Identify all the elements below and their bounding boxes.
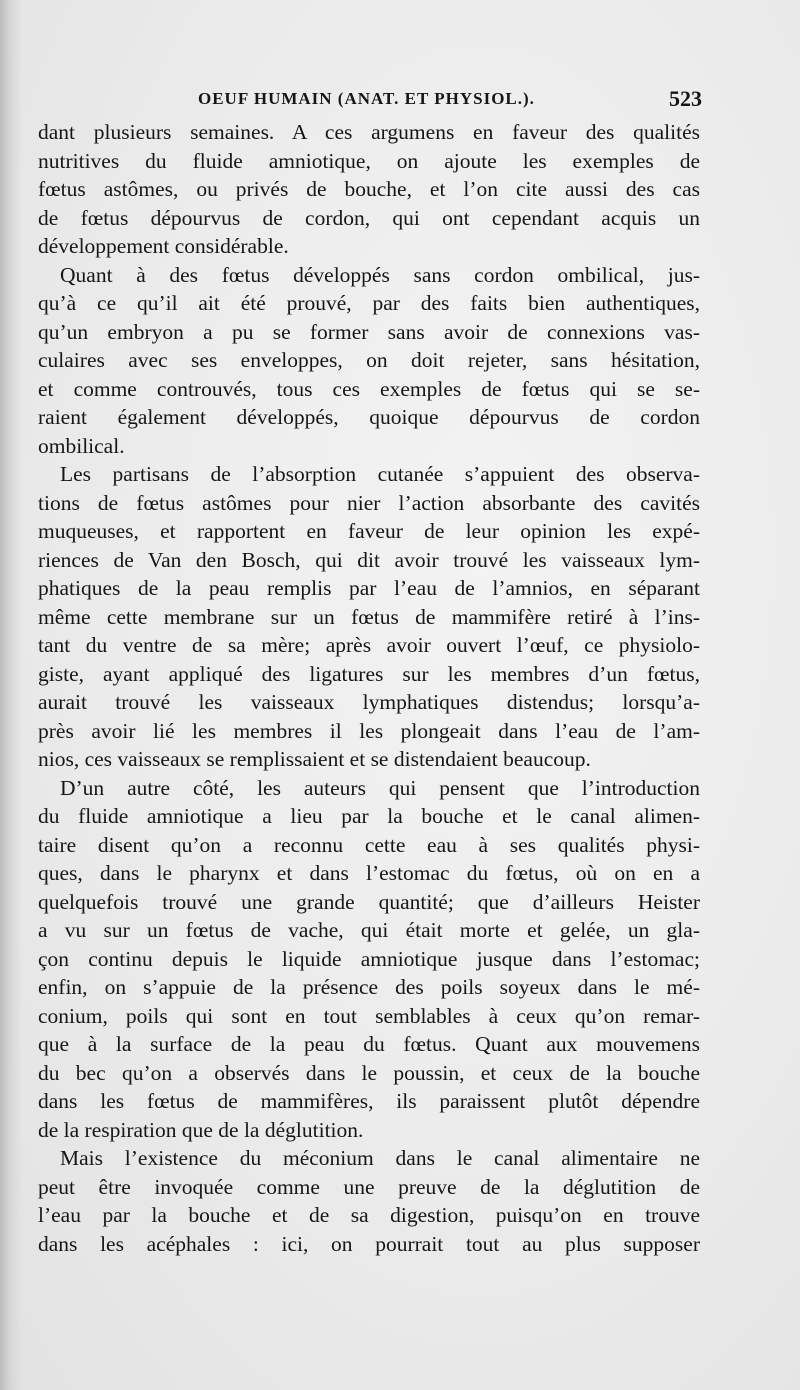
text-line: l’eau par la bouche et de sa digestion, puisqu’on en trouve: [38, 1203, 700, 1227]
text-line: de la respiration que de la déglutition.: [38, 1117, 364, 1142]
page-header: [38, 86, 702, 116]
body-text: [38, 118, 700, 1258]
page-number: 523: [669, 86, 702, 111]
text-line: nutritives du fluide amniotique, on ajoute les exemples de: [38, 148, 700, 173]
text-line: phatiques de la peau remplis par l’eau de l’amnios, en séparant: [38, 576, 700, 600]
text-line: peut être invoquée comme une preuve de la déglutition de: [38, 1174, 700, 1199]
text-line: ombilical.: [38, 433, 125, 458]
text-line: et comme controuvés, tous ces exemples de fœtus qui se se-: [38, 376, 700, 401]
text-line: du bec qu’on a observés dans le poussin, et ceux de la bouche: [38, 1060, 700, 1085]
text-line: D’un autre côté, les auteurs qui pensent que l’introduction: [60, 775, 700, 800]
text-line: tant du ventre de sa mère; après avoir ouvert l’œuf, ce physiolo-: [38, 633, 700, 657]
text-line: développement considérable.: [38, 234, 289, 258]
text-line: fœtus astômes, ou privés de bouche, et l’on cite aussi des cas: [38, 177, 700, 201]
text-line: enfin, on s’appuie de la présence des poils soyeux dans le mé-: [38, 975, 700, 999]
text-line: quelquefois trouvé une grande quantité; que d’ailleurs Heister: [38, 889, 700, 914]
text-line: du fluide amniotique a lieu par la bouche et le canal alimen-: [38, 804, 700, 828]
text-line: a vu sur un fœtus de vache, qui était morte et gelée, un gla-: [38, 918, 700, 942]
text-line: raient également développés, quoique dépourvus de cordon: [38, 405, 700, 429]
text-line: riences de Van den Bosch, qui dit avoir trouvé les vaisseaux lym-: [38, 547, 700, 572]
text-line: muqueuses, et rapportent en faveur de leur opinion les expé-: [38, 519, 700, 543]
text-line: taire disent qu’on a reconnu cette eau à ses qualités physi-: [38, 832, 700, 857]
text-line: nios, ces vaisseaux se remplissaient et se distendaient beaucoup.: [38, 747, 591, 771]
text-line: giste, ayant appliqué des ligatures sur les membres d’un fœtus,: [38, 661, 700, 686]
text-line: çon continu depuis le liquide amniotique jusque dans l’estomac;: [38, 946, 700, 971]
running-head: OEUF HUMAIN (ANAT. ET PHYSIOL.).: [198, 89, 535, 108]
text-line: dans les fœtus de mammifères, ils paraissent plutôt dépendre: [38, 1089, 700, 1113]
text-line: de fœtus dépourvus de cordon, qui ont cependant acquis un: [38, 205, 700, 230]
text-line: culaires avec ses enveloppes, on doit rejeter, sans hésitation,: [38, 348, 700, 372]
text-line: Les partisans de l’absorption cutanée s’appuient des observa-: [60, 462, 700, 486]
text-line: qu’un embryon a pu se former sans avoir de connexions vas-: [38, 319, 700, 344]
text-line: dans les acéphales : ici, on pourrait tout au plus supposer: [38, 1231, 700, 1256]
text-line: ques, dans le pharynx et dans l’estomac du fœtus, où on en a: [38, 861, 700, 885]
text-line: Quant à des fœtus développés sans cordon ombilical, jus-: [60, 262, 700, 287]
text-line: conium, poils qui sont en tout semblables à ceux qu’on remar-: [38, 1003, 700, 1028]
text-line: près avoir lié les membres il les plongeait dans l’eau de l’am-: [38, 718, 700, 743]
gutter-shadow: [0, 0, 22, 1390]
text-line: même cette membrane sur un fœtus de mammifère retiré à l’ins-: [38, 604, 700, 629]
text-line: qu’à ce qu’il ait été prouvé, par des faits bien authentiques,: [38, 291, 700, 315]
text-line: dant plusieurs semaines. A ces argumens en faveur des qualités: [38, 120, 700, 144]
text-line: tions de fœtus astômes pour nier l’action absorbante des cavités: [38, 490, 700, 515]
text-line: Mais l’existence du méconium dans le canal alimentaire ne: [60, 1146, 700, 1170]
text-line: que à la surface de la peau du fœtus. Quant aux mouvemens: [38, 1032, 700, 1056]
text-line: aurait trouvé les vaisseaux lymphatiques distendus; lorsqu’a-: [38, 690, 700, 714]
